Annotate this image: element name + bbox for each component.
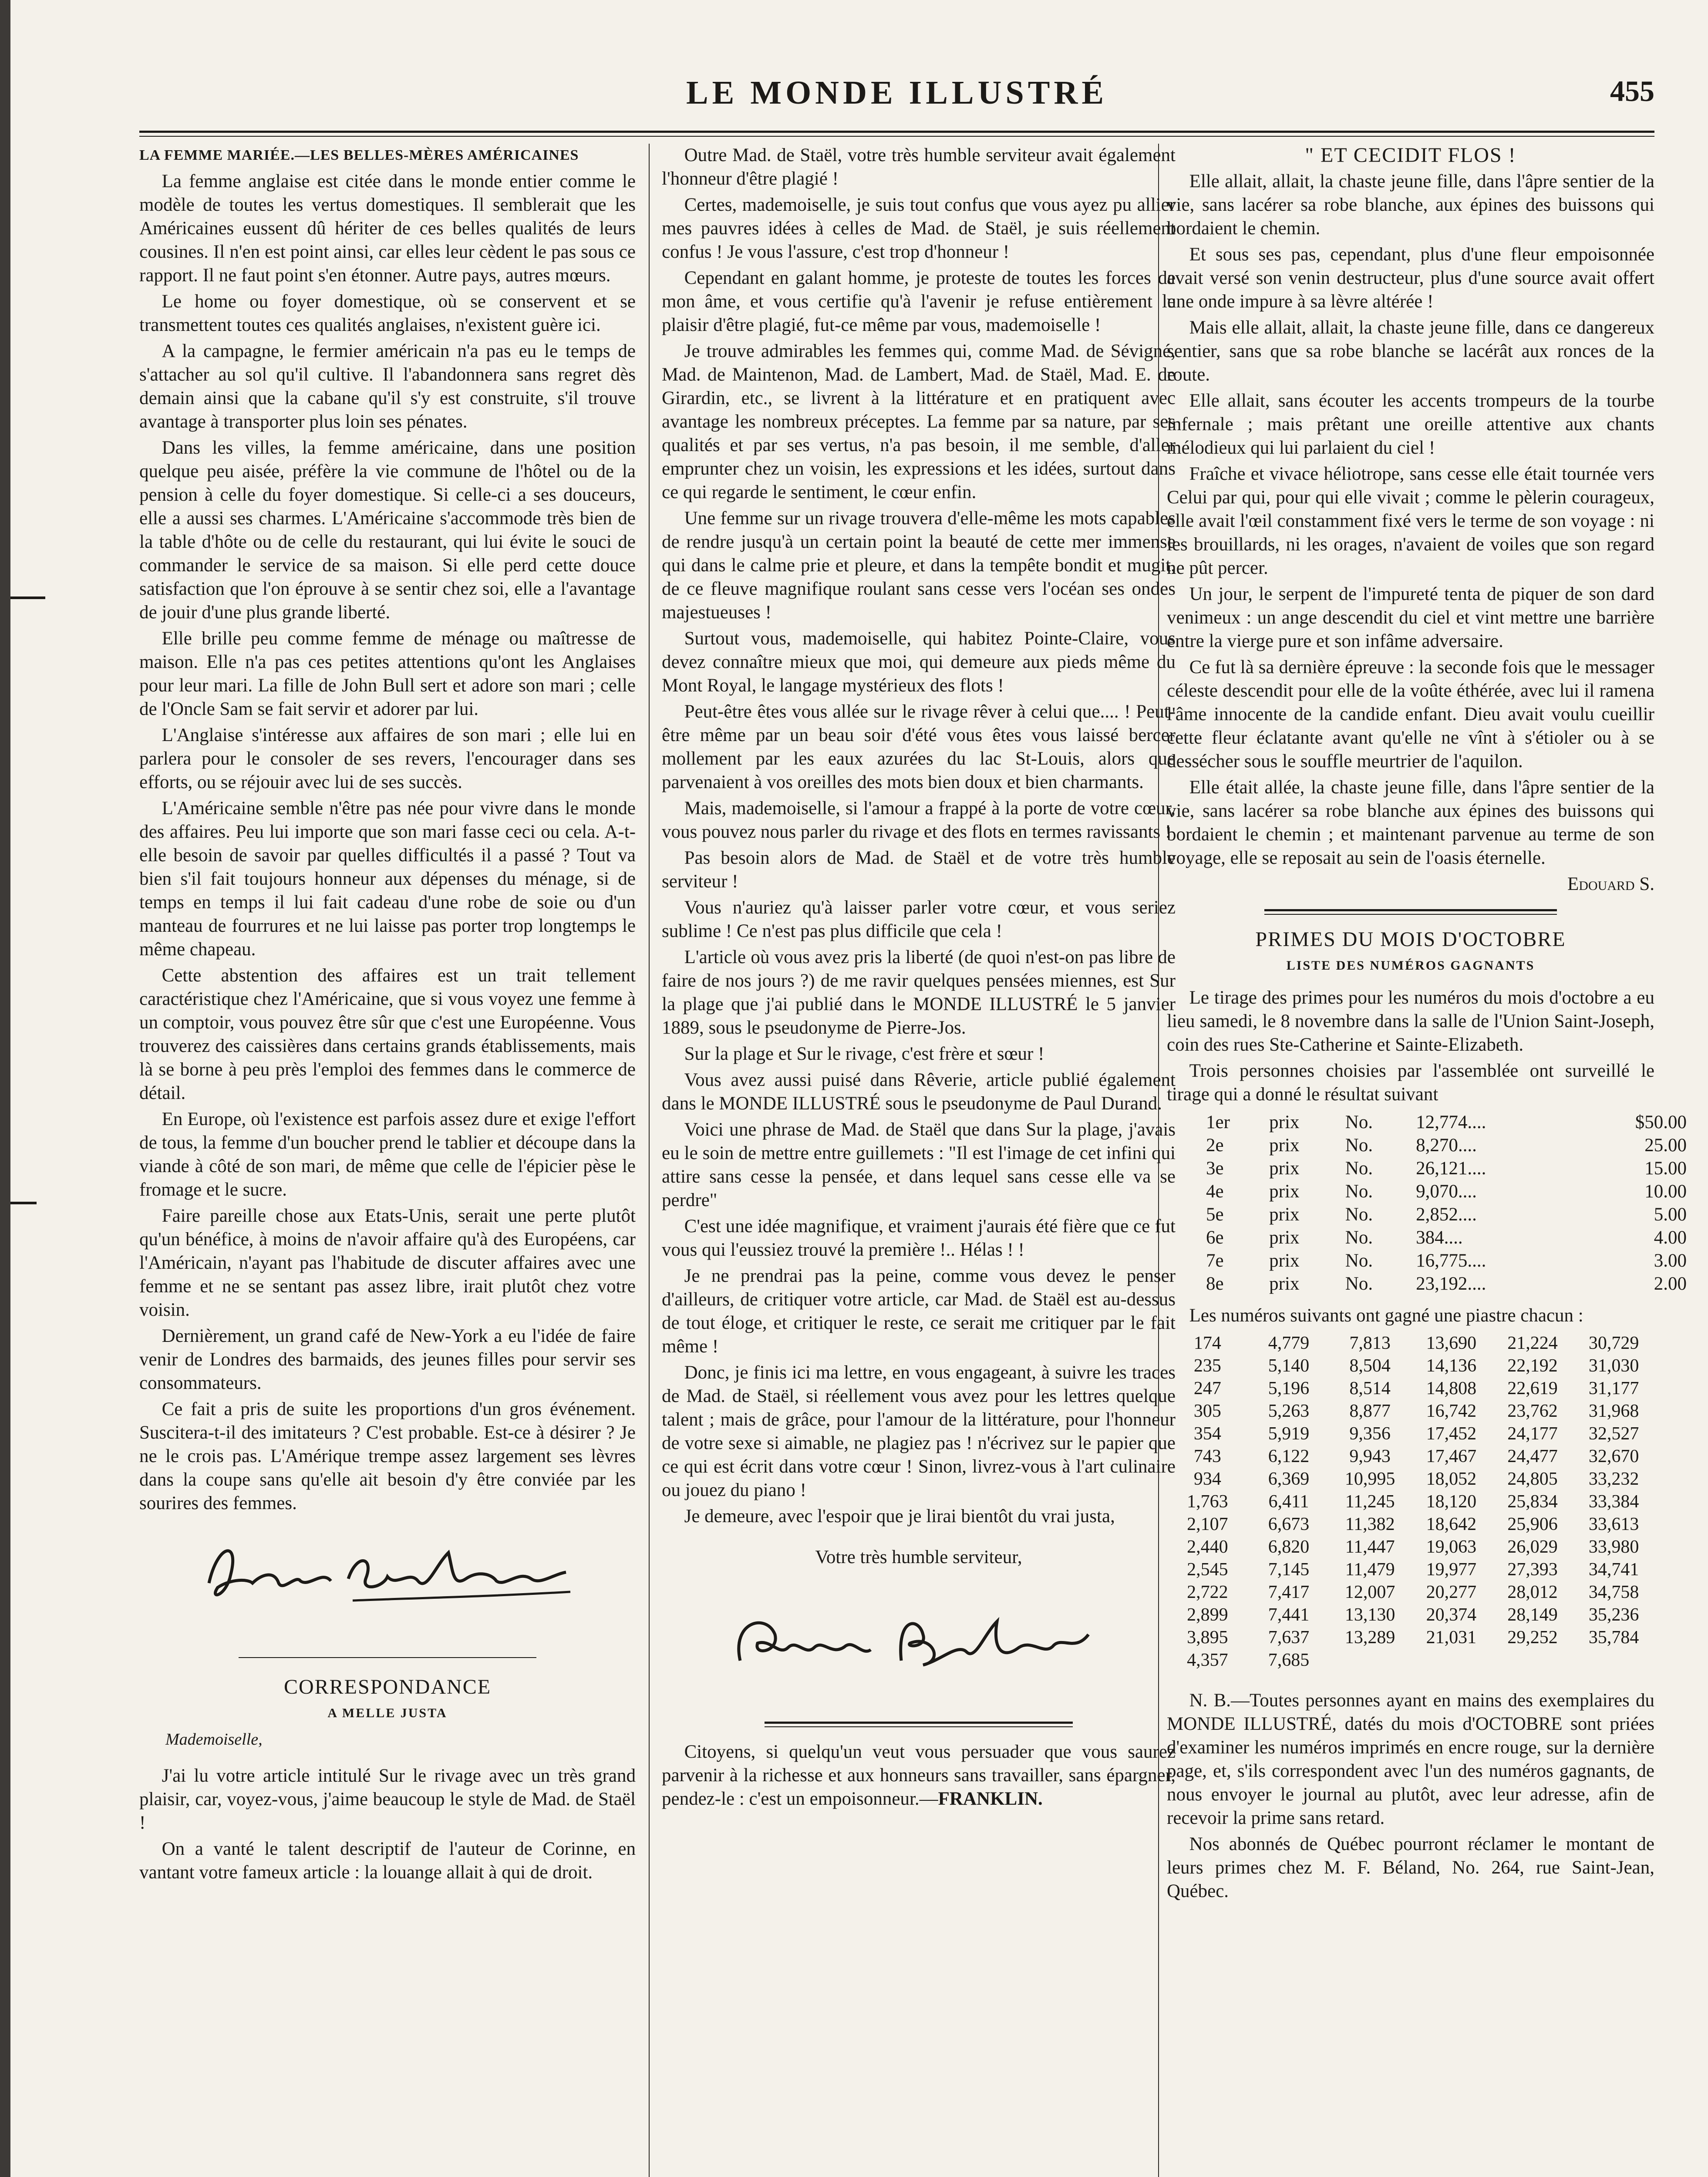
winning-number: 8,504 xyxy=(1349,1356,1391,1376)
prize-label: prix xyxy=(1269,1274,1300,1294)
prize-label: prix xyxy=(1269,1204,1300,1225)
prize-amount: 15.00 xyxy=(1644,1158,1687,1179)
prize-rank: 7e xyxy=(1206,1250,1224,1271)
winning-number: 9,356 xyxy=(1349,1424,1391,1444)
winning-number: 743 xyxy=(1193,1446,1221,1466)
winning-number: 22,619 xyxy=(1507,1378,1558,1399)
winning-number xyxy=(1573,1649,1654,1672)
winning-numbers-grid xyxy=(1167,1332,1654,1672)
prize-no: No. xyxy=(1345,1274,1373,1294)
prize-row xyxy=(1206,1272,1694,1295)
paragraph: Elle allait, allait, la chaste jeune fille, dans l'âpre sentier de la vie, sans lacérer sa robe blanche, aux épines des buissons qui bordaient le chemin. xyxy=(1167,171,1654,239)
winning-number: 32,670 xyxy=(1588,1446,1639,1466)
winning-number: 33,613 xyxy=(1588,1514,1639,1534)
winning-number: 9,943 xyxy=(1349,1446,1391,1466)
prize-number: 12,774.... xyxy=(1416,1112,1486,1132)
prize-label: prix xyxy=(1269,1135,1300,1156)
winning-number: 33,232 xyxy=(1588,1469,1639,1489)
paragraph: Cependant en galant homme, je proteste de toutes les forces de mon âme, et vous certifie qu'à l'avenir je refuse entièrement le plaisir d'être plagié, fut-ce même par vous, mademoiselle ! xyxy=(662,268,1176,335)
winning-number: 2,107 xyxy=(1187,1514,1228,1534)
primes-title: PRIMES DU MOIS D'OCTOBRE xyxy=(1255,928,1566,951)
column-1 xyxy=(139,144,636,1887)
winning-number: 17,467 xyxy=(1426,1446,1477,1466)
prize-rank: 3e xyxy=(1206,1158,1224,1179)
paragraph: Un jour, le serpent de l'impureté tenta de piquer de son dard venimeux : un ange descendit du ciel et vint mettre une barrière entre la vierge pure et son infâme adversaire. xyxy=(1167,584,1654,651)
prize-rank: 8e xyxy=(1206,1274,1224,1294)
quote-author: FRANKLIN. xyxy=(938,1789,1043,1809)
prize-rank: 5e xyxy=(1206,1204,1224,1225)
paragraph: Vous avez aussi puisé dans Rêverie, article publié également dans le MONDE ILLUSTRÉ sous le pseudonyme de Paul Durand. xyxy=(662,1070,1176,1114)
article-kicker: LA FEMME MARIÉE.—LES BELLES-MÈRES AMÉRICAINES xyxy=(139,147,579,163)
page-number: 455 xyxy=(1610,74,1654,108)
margin-mark xyxy=(10,596,45,599)
paragraph: Elle était allée, la chaste jeune fille, dans l'âpre sentier de la vie, sans lacérer sa robe blanche aux épines des buissons qui bordaient le chemin ; et maintenant parvenue au terme de son voyage, elle se reposait au sein de l'oasis éternelle. xyxy=(1167,777,1654,868)
paragraph: J'ai lu votre article intitulé Sur le rivage avec un très grand plaisir, car, voyez-vous, j'aime beaucoup le style de Mad. de Staël ! xyxy=(139,1766,636,1833)
paragraph: Le home ou foyer domestique, où se conservent et se transmettent toutes ces qualités anglaises, n'existent guère ici. xyxy=(139,291,636,335)
winning-number: 18,642 xyxy=(1426,1514,1477,1534)
poem-title: " ET CECIDIT FLOS ! xyxy=(1305,144,1516,167)
winning-number: 21,224 xyxy=(1507,1333,1558,1353)
winning-number: 27,393 xyxy=(1507,1560,1558,1580)
prize-row xyxy=(1206,1134,1694,1157)
winning-number: 11,447 xyxy=(1345,1537,1395,1557)
correspondance-recipient: A MELLE JUSTA xyxy=(327,1706,448,1720)
winning-number: 2,440 xyxy=(1187,1537,1228,1557)
prize-amount: $50.00 xyxy=(1635,1112,1687,1132)
paragraph: Et sous ses pas, cependant, plus d'une fleur empoisonnée avait versé son venin destructeur, plus d'une source avait offert une onde impure à sa lèvre altérée ! xyxy=(1167,244,1654,312)
prize-no: No. xyxy=(1345,1158,1373,1179)
prize-amount: 4.00 xyxy=(1654,1227,1687,1248)
prize-row xyxy=(1206,1157,1694,1180)
winning-number: 10,995 xyxy=(1344,1469,1395,1489)
paragraph: Vous n'auriez qu'à laisser parler votre cœur, et vous seriez sublime ! Ce n'est pas plus difficile que cela ! xyxy=(662,897,1176,941)
winning-number: 23,762 xyxy=(1507,1401,1558,1421)
paragraph: Mais elle allait, allait, la chaste jeune fille, dans ce dangereux sentier, sans que sa robe blanche se lacérât aux ronces de la route. xyxy=(1167,317,1654,385)
paragraph: Sur la plage et Sur le rivage, c'est frère et sœur ! xyxy=(684,1044,1044,1064)
signature-louis-de-saintes xyxy=(139,1518,636,1640)
prize-amount: 5.00 xyxy=(1654,1204,1687,1225)
winning-number: 2,722 xyxy=(1187,1582,1228,1602)
winning-number: 18,120 xyxy=(1426,1492,1477,1512)
winning-number: 35,784 xyxy=(1588,1628,1639,1648)
prize-row xyxy=(1206,1249,1694,1272)
paragraph: En Europe, où l'existence est parfois assez dure et exige l'effort de tous, la femme d'un boucher prend le tablier et découpe dans la viande à côté de son mari, de même que celle de l'épicier pèse le fromage et le sucre. xyxy=(139,1109,636,1200)
winning-number: 7,441 xyxy=(1268,1605,1310,1625)
prize-no: No. xyxy=(1345,1112,1373,1132)
winning-number xyxy=(1329,1649,1411,1672)
winning-number: 4,779 xyxy=(1268,1333,1310,1353)
prize-number: 26,121.... xyxy=(1416,1158,1486,1179)
primes-subtitle: LISTE DES NUMÉROS GAGNANTS xyxy=(1286,958,1535,973)
winning-number: 6,820 xyxy=(1268,1537,1310,1557)
winning-number: 305 xyxy=(1193,1401,1221,1421)
winning-number: 247 xyxy=(1193,1378,1221,1399)
winning-number: 33,384 xyxy=(1588,1492,1639,1512)
prize-rank: 6e xyxy=(1206,1227,1224,1248)
paragraph: Elle allait, sans écouter les accents trompeurs de la tourbe infernale ; mais prêtant une oreille attentive aux chants mélodieux qui lui parlaient du ciel ! xyxy=(1167,391,1654,458)
paragraph: Le tirage des primes pour les numéros du mois d'octobre a eu lieu samedi, le 8 novembre dans la salle de l'Union Saint-Joseph, coin des rues Ste-Catherine et Sainte-Elizabeth. xyxy=(1167,987,1654,1055)
winning-number: 25,834 xyxy=(1507,1492,1558,1512)
paragraph: Faire pareille chose aux Etats-Unis, serait une perte plutôt qu'un bénéfice, à moins de n'avoir affaire qu'à des Européens, car l'Américain, n'ayant pas l'habitude de discuter affaires avec une femme et ne se sentant pas assez libre, irait plutôt chez votre voisin. xyxy=(139,1206,636,1320)
prize-rank: 4e xyxy=(1206,1181,1224,1202)
paragraph: Je demeure, avec l'espoir que je lirai bientôt du vrai justa, xyxy=(684,1506,1115,1527)
section-divider xyxy=(1264,909,1557,915)
winning-number: 21,031 xyxy=(1426,1628,1477,1648)
winning-number: 11,382 xyxy=(1345,1514,1395,1534)
handwritten-signature-image xyxy=(714,1595,1106,1691)
prize-amount: 3.00 xyxy=(1654,1250,1687,1271)
margin-mark xyxy=(10,1202,37,1204)
winning-number: 934 xyxy=(1193,1469,1221,1489)
winning-number: 6,369 xyxy=(1268,1469,1310,1489)
winning-number: 17,452 xyxy=(1426,1424,1477,1444)
paragraph: Cette abstention des affaires est un trait tellement caractéristique chez l'Américaine, que si vous voyez une femme à un comptoir, vous pouvez être sûr que c'est une Européenne. Vous trouverez des caissières dans certains grands établissements, mais là se borne à peu près l'emploi des femmes dans le commerce de détail. xyxy=(139,965,636,1103)
poem-author: Edouard S. xyxy=(1567,874,1654,894)
prize-row xyxy=(1206,1111,1694,1134)
prize-no: No. xyxy=(1345,1181,1373,1202)
prize-label: prix xyxy=(1269,1250,1300,1271)
paragraph: Outre Mad. de Staël, votre très humble serviteur avait également l'honneur d'être plagié ! xyxy=(662,145,1176,189)
section-divider xyxy=(765,1722,1073,1727)
paragraph: L'Américaine semble n'être pas née pour vivre dans le monde des affaires. Peu lui importe que son mari fasse ceci ou cela. A-t-elle besoin de savoir par quelles difficultés il a passé ? Tout va bien s'il fait toujours honneur aux dépenses du ménage, si de temps en temps il lui fait cadeau d'une robe de soie ou d'un manteau de fourrures et ne lui laisse pas porter trop longtemps le même chapeau. xyxy=(139,798,636,960)
winning-number: 28,149 xyxy=(1507,1605,1558,1625)
winning-number: 174 xyxy=(1193,1333,1221,1353)
paragraph: Voici une phrase de Mad. de Staël que dans Sur la plage, j'avais eu le soin de mettre entre guillemets : "Il est l'image de cet infini qui attire sans cesse la pensée, et dans lequel sans cesse elle va se perdre" xyxy=(662,1119,1176,1210)
paragraph: C'est une idée magnifique, et vraiment j'aurais été fière que ce fut vous qui l'eussiez trouvé la première !.. Hélas ! ! xyxy=(662,1216,1176,1260)
prize-label: prix xyxy=(1269,1181,1300,1202)
winning-number: 7,685 xyxy=(1268,1650,1310,1670)
header-rule xyxy=(139,131,1654,133)
winning-number: 24,177 xyxy=(1507,1424,1558,1444)
winning-number: 235 xyxy=(1193,1356,1221,1376)
prize-label: prix xyxy=(1269,1112,1300,1132)
winning-number: 22,192 xyxy=(1507,1356,1558,1376)
paragraph: La femme anglaise est citée dans le monde entier comme le modèle de toutes les vertus domestiques. Il semblerait que les Américaines eussent dû hériter de ces belles qualités de leurs cousines. Il n'en est point ainsi, car elles leur cèdent le pas sous ce rapport. Il ne faut point s'en étonner. Autre pays, autres mœurs. xyxy=(139,171,636,286)
winning-number: 24,805 xyxy=(1507,1469,1558,1489)
winning-number: 35,236 xyxy=(1588,1605,1639,1625)
winning-number: 14,808 xyxy=(1426,1378,1477,1399)
prize-rank: 2e xyxy=(1206,1135,1224,1156)
winning-number: 3,895 xyxy=(1187,1628,1228,1648)
paragraph: L'Anglaise s'intéresse aux affaires de son mari ; elle lui en parlera pour le consoler de ses revers, l'encourager dans ses efforts, ou se réjouir avec lui de ses succès. xyxy=(139,725,636,792)
paragraph: L'article où vous avez pris la liberté (de quoi n'est-on pas libre de faire de nos jours ?) de me ravir quelques pensées miennes, est Sur la plage que j'ai publié dans le MONDE ILLUSTRÉ le 5 janvier 1889, sous le pseudonyme de Pierre-Jos. xyxy=(662,947,1176,1038)
winning-number: 7,813 xyxy=(1349,1333,1391,1353)
winning-number: 24,477 xyxy=(1507,1446,1558,1466)
winning-number: 31,968 xyxy=(1588,1401,1639,1421)
paragraph: Nos abonnés de Québec pourront réclamer le montant de leurs primes chez M. F. Béland, No. 264, rue Saint-Jean, Québec. xyxy=(1167,1834,1654,1901)
prize-amount: 10.00 xyxy=(1644,1181,1687,1202)
paragraph: Une femme sur un rivage trouvera d'elle-même les mots capables de rendre jusqu'à un certain point la beauté de cette mer immense qui dans le calme prie et pleure, et dans la tempête bondit et mugit, de ce fleuve magnifique roulant sans cesse vers l'océan ses ondes majestueuses ! xyxy=(662,508,1176,623)
winning-number xyxy=(1492,1649,1573,1672)
paragraph: Fraîche et vivace héliotrope, sans cesse elle était tournée vers Celui par qui, pour qui elle vivait ; comme le pèlerin courageux, elle avait l'œil constamment fixé vers le terme de son voyage : ni les brouillards, ni les orages, n'avaient de voiles que son regard ne pût percer. xyxy=(1167,464,1654,578)
prize-row xyxy=(1206,1180,1694,1203)
column-3 xyxy=(1167,144,1687,1906)
prize-number: 16,775.... xyxy=(1416,1250,1486,1271)
paragraph: Ce fut là sa dernière épreuve : la seconde fois que le messager céleste descendit pour elle de la voûte éthérée, avec lui il ramena l'âme innocente de la candide enfant. Dieu avait voulu cueillir cette fleur éclatante avant qu'elle ne vînt à s'étioler ou à se dessécher sous le souffle meurtrier de l'aquilon. xyxy=(1167,657,1654,772)
prize-number: 2,852.... xyxy=(1416,1204,1477,1225)
paragraph: Je ne prendrai pas la peine, comme vous devez le penser d'ailleurs, de critiquer votre article, car Mad. de Staël est au-dessus de tout éloge, et critiquer le reste, ce serait me critiquer par le fait même ! xyxy=(662,1266,1176,1357)
winning-number: 7,637 xyxy=(1268,1628,1310,1648)
winning-number: 16,742 xyxy=(1426,1401,1477,1421)
winning-number: 28,012 xyxy=(1507,1582,1558,1602)
winning-number: 26,029 xyxy=(1507,1537,1558,1557)
paragraph: Mais, mademoiselle, si l'amour a frappé à la porte de votre cœur, vous pouvez nous parler du rivage et des flots en termes ravissants ! xyxy=(662,798,1176,842)
winning-number: 13,690 xyxy=(1426,1333,1477,1353)
prize-rank: 1er xyxy=(1206,1112,1230,1132)
article-body xyxy=(139,170,636,1515)
franklin-quote xyxy=(662,1740,1176,1811)
handwritten-signature-image xyxy=(192,1527,583,1622)
winning-number: 6,122 xyxy=(1268,1446,1310,1466)
winning-number: 8,877 xyxy=(1349,1401,1391,1421)
winning-number: 11,245 xyxy=(1345,1492,1395,1512)
paragraph: Donc, je finis ici ma lettre, en vous engageant, à suivre les traces de Mad. de Staël, si réellement vous avez pour les lettres quelque talent ; mais de grâce, pour l'amour de la littérature, pour l'honneur de votre sexe si aimable, ne plagiez pas ! n'écrivez sur le papier que ce qui est écrit dans votre cœur ! Sinon, livrez-vous à l'art culinaire ou jouez du piano ! xyxy=(662,1362,1176,1500)
winning-number: 31,177 xyxy=(1588,1378,1639,1399)
prize-no: No. xyxy=(1345,1135,1373,1156)
paragraph: Dernièrement, un grand café de New-York a eu l'idée de faire venir de Londres des barmaids, des jeunes filles pour servir ses consommateurs. xyxy=(139,1326,636,1393)
winning-number: 20,374 xyxy=(1426,1605,1477,1625)
winning-number: 5,140 xyxy=(1268,1356,1310,1376)
paragraph: A la campagne, le fermier américain n'a pas eu le temps de s'attacher au sol qu'il cultive. Il l'abandonnera sans regret dès demain ainsi que la cabane qu'il s'y est construite, s'il trouve avantage à transporter plus loin ses pénates. xyxy=(139,341,636,432)
quote-text: Citoyens, si quelqu'un veut vous persuader que vous saurez parvenir à la richesse et aux honneurs sans travailler, sans épargner, pendez-le : c'est un empoisonneur.— xyxy=(662,1742,1176,1809)
winning-number: 34,741 xyxy=(1588,1560,1639,1580)
prize-table xyxy=(1206,1111,1694,1295)
page-edge-scan-border xyxy=(0,0,10,2177)
prize-number: 9,070.... xyxy=(1416,1181,1477,1202)
winning-number: 354 xyxy=(1193,1424,1221,1444)
paragraph: Dans les villes, la femme américaine, dans une position quelque peu aisée, préfère la vie commune de l'hôtel ou de la pension à celle du foyer domestique. Si celle-ci a ses douceurs, elle a aussi ses charmes. L'Américaine s'accommode très bien de la table d'hôte ou de celle du restaurant, qui lui évite le souci de commander le service de sa maison. Si elle perd cette douce satisfaction que l'on éprouve à se sentir chez soi, elle a l'avantage de jouir d'une plus grande liberté. xyxy=(139,438,636,623)
correspondance-title: CORRESPONDANCE xyxy=(283,1675,492,1698)
winning-number: 31,030 xyxy=(1588,1356,1639,1376)
winning-number: 4,357 xyxy=(1187,1650,1228,1670)
winning-number: 19,977 xyxy=(1426,1560,1477,1580)
paragraph: Surtout vous, mademoiselle, qui habitez Pointe-Claire, vous devez connaître mieux que moi, qui demeure aux pieds même du Mont Royal, le langage mystérieux des flots ! xyxy=(662,628,1176,696)
winning-number: 12,007 xyxy=(1344,1582,1395,1602)
prize-amount: 2.00 xyxy=(1654,1274,1687,1294)
paragraph: Ce fait a pris de suite les proportions d'un gros événement. Suscitera-t-il des imitateurs ? C'est probable. Est-ce à désirer ? Je ne le crois pas. L'Amérique trempe assez largement ses lèvres dans la coupe sans qu'elle ait besoin d'y être conviée par les sourires des femmes. xyxy=(139,1399,636,1513)
winning-number: 25,906 xyxy=(1507,1514,1558,1534)
winning-number: 34,758 xyxy=(1588,1582,1639,1602)
column-2 xyxy=(662,144,1176,1813)
paragraph: Je trouve admirables les femmes qui, comme Mad. de Sévigné, Mad. de Maintenon, Mad. de Lambert, Mad. de Staël, Mad. E. de Girardin, etc., se livrent à la littérature et en pratiquent avec avantage les nombreux préceptes. La femme par sa nature, par ses qualités et par ses vertus, n'a pas besoin, il me semble, d'aller emprunter chez un voisin, les expressions et les idées, surtout dans ce qui regarde le sentiment, le cœur enfin. xyxy=(662,341,1176,502)
prize-number: 384.... xyxy=(1416,1227,1463,1248)
section-divider xyxy=(239,1657,536,1658)
prize-row xyxy=(1206,1226,1694,1249)
paragraph: Elle brille peu comme femme de ménage ou maîtresse de maison. Elle n'a pas ces petites attentions qu'ont les Anglaises pour leur mari. La fille de John Bull sert et adore son mari ; celle de l'Oncle Sam se fait servir et adorer par lui. xyxy=(139,628,636,719)
winning-number: 6,673 xyxy=(1268,1514,1310,1534)
winning-number: 13,130 xyxy=(1344,1605,1395,1625)
winning-number: 5,919 xyxy=(1268,1424,1310,1444)
prize-row xyxy=(1206,1203,1694,1226)
prize-amount: 25.00 xyxy=(1644,1135,1687,1156)
winning-number: 7,417 xyxy=(1268,1582,1310,1602)
winning-number: 7,145 xyxy=(1268,1560,1310,1580)
winning-number: 11,479 xyxy=(1345,1560,1395,1580)
prize-no: No. xyxy=(1345,1250,1373,1271)
winning-number: 20,277 xyxy=(1426,1582,1477,1602)
newspaper-title: LE MONDE ILLUSTRÉ xyxy=(686,74,1108,111)
winning-number: 2,899 xyxy=(1187,1605,1228,1625)
winning-number: 33,980 xyxy=(1588,1537,1639,1557)
winning-number: 2,545 xyxy=(1187,1560,1228,1580)
winning-number xyxy=(1411,1649,1492,1672)
winning-number: 13,289 xyxy=(1344,1628,1395,1648)
prize-no: No. xyxy=(1345,1204,1373,1225)
winning-number: 5,263 xyxy=(1268,1401,1310,1421)
paragraph: On a vanté le talent descriptif de l'auteur de Corinne, en vantant votre fameux article : la louange allait à qui de droit. xyxy=(139,1839,636,1883)
winning-number: 8,514 xyxy=(1349,1378,1391,1399)
winning-number: 29,252 xyxy=(1507,1628,1558,1648)
prize-label: prix xyxy=(1269,1227,1300,1248)
winning-number: 14,136 xyxy=(1426,1356,1477,1376)
letter-closing: Votre très humble serviteur, xyxy=(815,1547,1022,1567)
paragraph: N. B.—Toutes personnes ayant en mains des exemplaires du MONDE ILLUSTRÉ, datés du mois d'OCTOBRE sont priées d'examiner les numéros imprimés en encre rouge, sur la dernière page, et, s'ils correspondent avec l'un des numéros gagnants, de nous envoyer le journal au plutôt, avec leur adresse, afin de recevoir la prime sans retard. xyxy=(1167,1690,1654,1828)
winning-number: 6,411 xyxy=(1268,1492,1309,1512)
paragraph: Pas besoin alors de Mad. de Staël et de votre très humble serviteur ! xyxy=(662,848,1176,892)
header-rule-thin xyxy=(139,136,1654,137)
prize-number: 23,192.... xyxy=(1416,1274,1486,1294)
winning-number: 18,052 xyxy=(1426,1469,1477,1489)
paragraph: Certes, mademoiselle, je suis tout confus que vous ayez pu allier mes pauvres idées à celles de Mad. de Staël, je suis réellement confus ! Je vous l'assure, c'est trop d'honneur ! xyxy=(662,195,1176,262)
salutation: Mademoiselle, xyxy=(165,1730,263,1749)
column-divider xyxy=(649,144,650,2177)
winning-number: 19,063 xyxy=(1426,1537,1477,1557)
prize-no: No. xyxy=(1345,1227,1373,1248)
paragraph: Peut-être êtes vous allée sur le rivage rêver à celui que.... ! Peut-être même par un beau soir d'été vous êtes vous laissé bercer mollement par les eaux azurées du lac St-Louis, alors que parvenaient à vos oreilles des mots bien doux et bien charmants. xyxy=(662,701,1176,792)
prize-number: 8,270.... xyxy=(1416,1135,1477,1156)
paragraph: Trois personnes choisies par l'assemblée ont surveillé le tirage qui a donné le résultat suivant xyxy=(1167,1061,1654,1105)
winning-number: 5,196 xyxy=(1268,1378,1310,1399)
winning-number: 1,763 xyxy=(1187,1492,1228,1512)
paragraph: Les numéros suivants ont gagné une piastre chacun : xyxy=(1189,1305,1583,1326)
signature-pierre-bedard xyxy=(662,1587,1176,1709)
prize-label: prix xyxy=(1269,1158,1300,1179)
masthead xyxy=(139,74,1654,126)
winning-number: 32,527 xyxy=(1588,1424,1639,1444)
winning-number: 30,729 xyxy=(1588,1333,1639,1353)
